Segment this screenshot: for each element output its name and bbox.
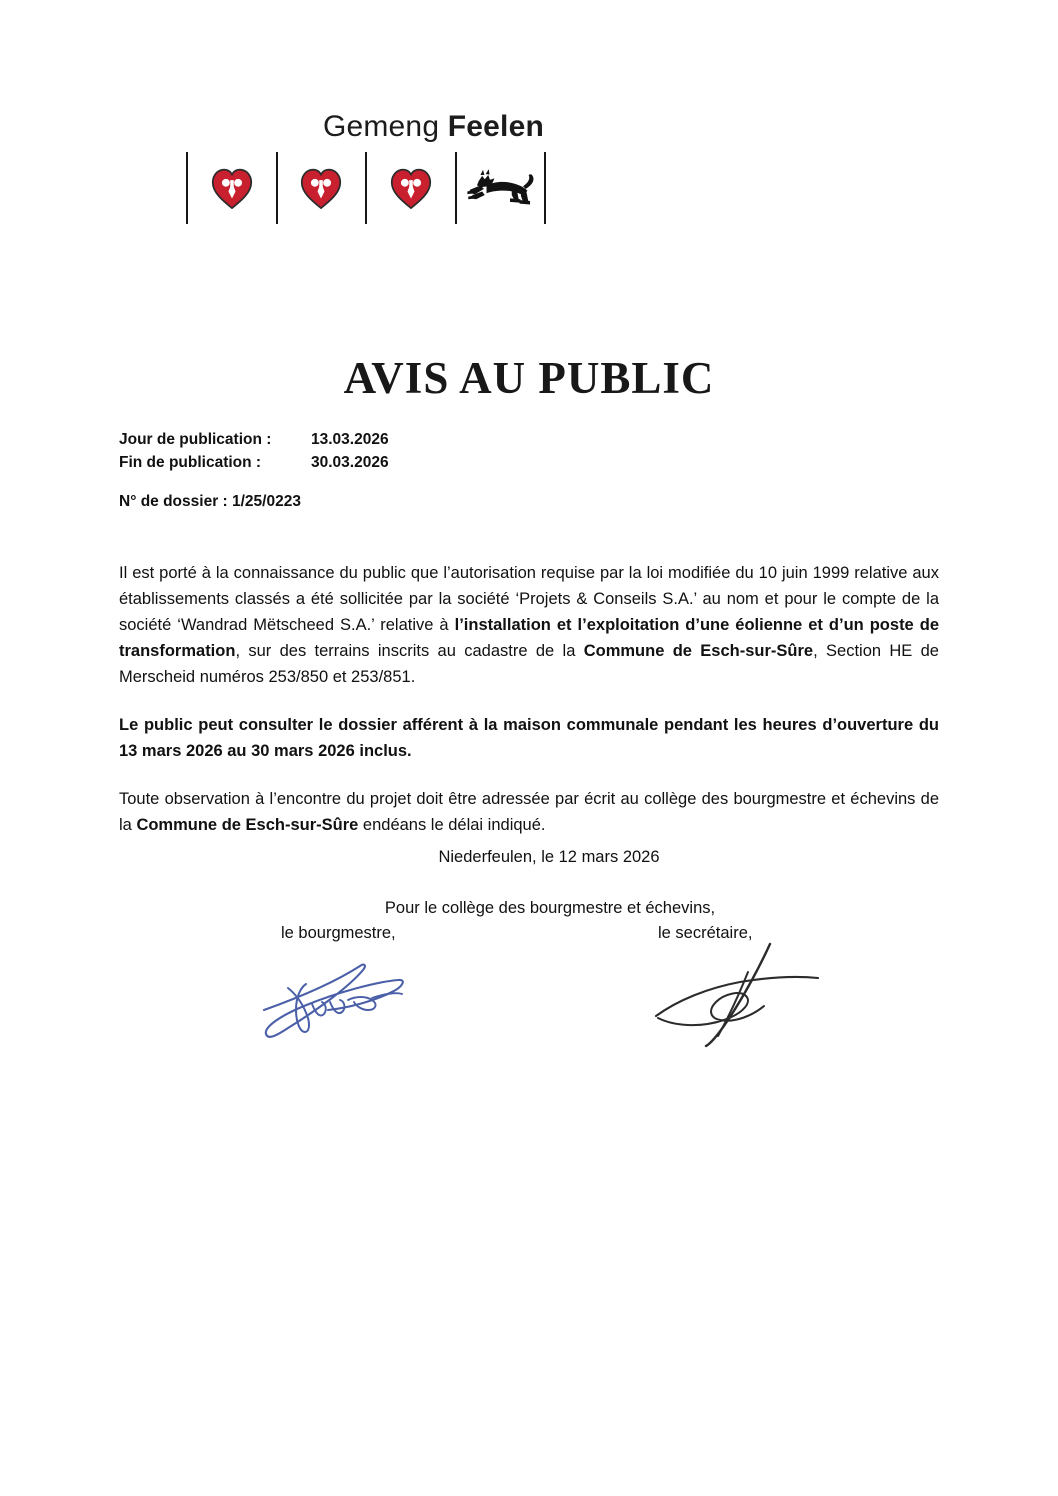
signature-mark-mayor xyxy=(252,948,442,1058)
signature-title-mayor: le bourgmestre, xyxy=(281,924,396,942)
signature-titles xyxy=(119,924,939,942)
arms-divider xyxy=(544,152,546,224)
lion-passant-icon xyxy=(463,168,537,208)
signature-mark-secretary xyxy=(648,938,833,1053)
paragraph-3-bold-1: Commune de Esch-sur-Sûre xyxy=(136,816,359,834)
publication-start-label: Jour de publication : xyxy=(119,431,272,448)
publication-end-label: Fin de publication : xyxy=(119,454,262,471)
heart-trefoil-icon xyxy=(389,167,433,209)
wordmark-bold-text: Feelen xyxy=(447,110,544,143)
paragraph-1-part-2: , sur des terrains inscrits au cadastre de la xyxy=(235,642,584,660)
arms-cell-1 xyxy=(188,152,276,224)
publication-meta xyxy=(119,428,389,474)
paragraph-1-bold-2: Commune de Esch-sur-Sûre xyxy=(583,642,814,660)
paragraph-observations xyxy=(119,786,939,838)
paragraph-1-part-1: Il est porté à la connaissance du public que l’autorisation requise par la loi modifiée du 10 juin 1999 relative aux établissements classés a été sollicitée par la société ‘Projets & Conseils S.A.’ au nom et pour le compte de la société ‘Wandrad Mëtscheed S.A.’ relative à xyxy=(119,564,939,634)
closing-salutation: Pour le collège des bourgmestre et échevins, xyxy=(384,899,716,917)
paragraph-1-bold-1: l’installation et l’exploitation d’une éolienne et d’un poste de transformation xyxy=(119,616,939,660)
heart-trefoil-icon xyxy=(299,167,343,209)
document-body xyxy=(119,560,939,860)
wordmark-light-text: Gemeng xyxy=(322,110,440,143)
arms-cell-2 xyxy=(278,152,366,224)
dossier-number: N° de dossier : 1/25/0223 xyxy=(119,493,301,510)
paragraph-3-part-2: endéans le délai indiqué. xyxy=(358,816,546,834)
paragraph-authorisation xyxy=(119,560,939,690)
page-title: AVIS AU PUBLIC xyxy=(343,353,715,404)
publication-start-value: 13.03.2026 xyxy=(311,431,389,448)
paragraph-3-part-1: Toute observation à l’encontre du projet doit être adressée par écrit au collège des bourgmestre et échevins de la xyxy=(119,790,939,834)
paragraph-consultation: Le public peut consulter le dossier afférent à la maison communale pendant les heures d’ouverture du 13 mars 2026 au 30 mars 2026 inclus. xyxy=(119,716,939,760)
paragraph-1-part-3: , Section HE de Merscheid numéros 253/850 et 253/851. xyxy=(119,642,939,686)
municipality-wordmark xyxy=(186,110,546,144)
signature-title-secretary: le secrétaire, xyxy=(658,924,753,942)
arms-cell-3 xyxy=(367,152,455,224)
meta-row-publication-start xyxy=(119,428,389,451)
place-and-date: Niederfeulen, le 12 mars 2026 xyxy=(438,848,660,866)
coat-of-arms xyxy=(186,152,546,224)
heart-trefoil-icon xyxy=(210,167,254,209)
publication-end-value: 30.03.2026 xyxy=(311,454,389,471)
meta-row-publication-end xyxy=(119,451,389,474)
letterhead xyxy=(186,110,546,224)
arms-cell-4 xyxy=(457,152,545,224)
